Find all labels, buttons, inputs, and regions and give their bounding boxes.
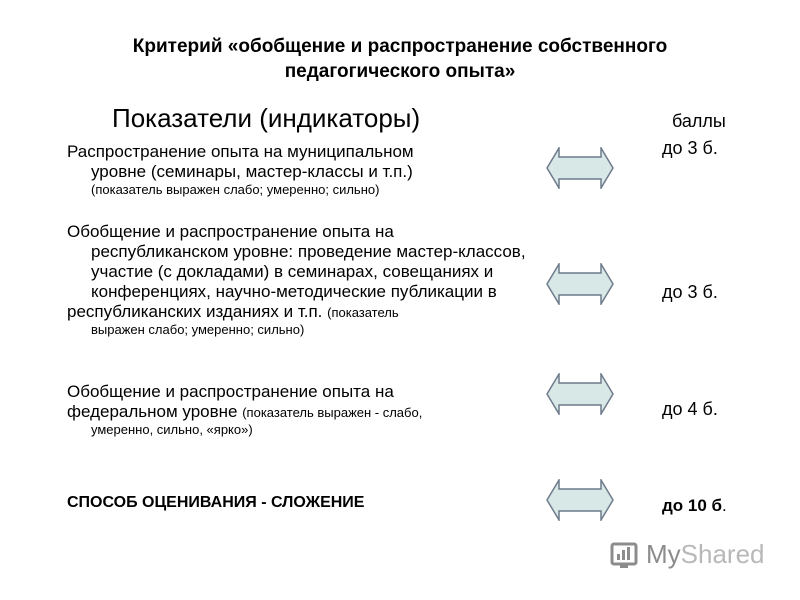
score-total xyxy=(662,496,727,516)
indicator-republican xyxy=(67,222,537,337)
indicator-note: (показатель выражен слабо; умеренно; сильно) xyxy=(91,182,380,197)
watermark-text-b: Shared xyxy=(680,539,765,569)
score-federal: до 4 б. xyxy=(662,399,718,419)
score-municipal: до 3 б. xyxy=(662,138,718,158)
indicator-note: выражен слабо; умеренно; сильно) xyxy=(91,322,305,337)
indicators-heading: Показатели (индикаторы) xyxy=(112,103,421,133)
double-arrow-icon xyxy=(546,479,614,521)
watermark-text xyxy=(646,539,765,570)
indicator-note: умеренно, сильно, «ярко») xyxy=(91,422,253,437)
indicator-note-inline: (показатель xyxy=(327,305,399,320)
watermark-logo-icon xyxy=(610,540,640,570)
indicator-federal xyxy=(67,382,537,437)
score-total-value: до 10 б xyxy=(662,496,723,515)
indicator-text-cont: республиканском уровне: проведение мастер-классов, участие (с докладами) в семинарах, совещаниях и конференциях, научно-методические публикации в xyxy=(91,242,526,301)
score-republican: до 3 б. xyxy=(662,282,718,302)
double-arrow-icon xyxy=(546,373,614,415)
double-arrow-icon xyxy=(546,263,614,305)
watermark xyxy=(610,539,765,570)
indicator-text: Обобщение и распространение опыта на xyxy=(67,222,394,241)
watermark-text-a: My xyxy=(646,539,681,569)
indicator-text-cont: уровне (семинары, мастер-классы и т.п.) xyxy=(91,162,413,181)
slide-title: Критерий «обобщение и распространение собственного педагогического опыта» xyxy=(132,36,668,82)
indicator-text: Обобщение и распространение опыта на xyxy=(67,382,394,401)
double-arrow-icon xyxy=(546,147,614,189)
indicator-text-line2: республиканских изданиях и т.п. xyxy=(67,302,323,321)
indicator-text: Распространение опыта на муниципальном xyxy=(67,142,414,161)
indicator-municipal xyxy=(67,142,537,197)
points-heading: баллы xyxy=(672,111,726,131)
evaluation-method: СПОСОБ ОЦЕНИВАНИЯ - СЛОЖЕНИЕ xyxy=(67,494,365,511)
score-total-dot: . xyxy=(722,496,727,515)
indicator-text-line2: федеральном уровне xyxy=(67,402,238,421)
indicator-note-inline: (показатель выражен - слабо, xyxy=(242,405,423,420)
